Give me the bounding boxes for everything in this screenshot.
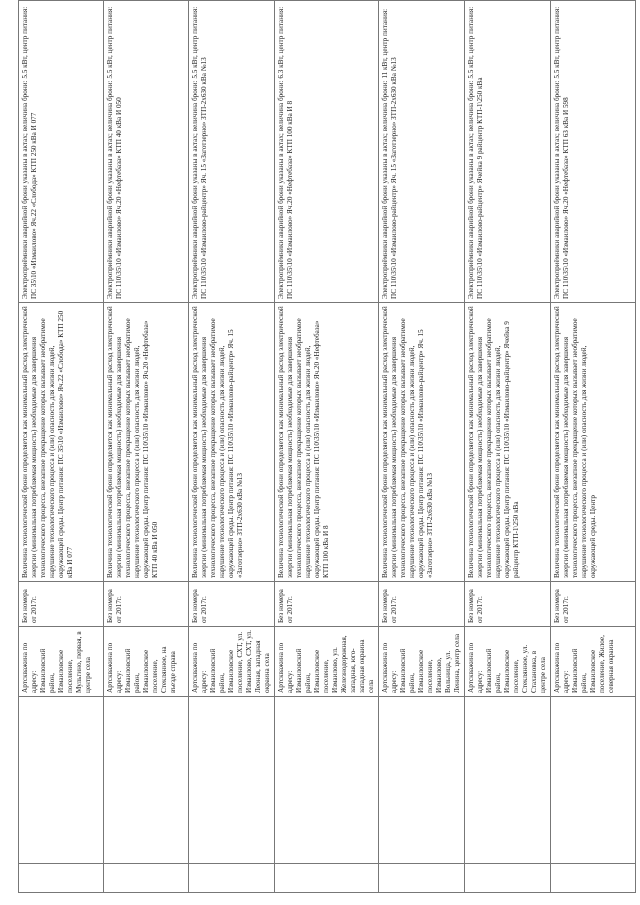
index-cell bbox=[465, 864, 551, 893]
table-row bbox=[189, 1, 275, 893]
index-cell bbox=[551, 864, 636, 893]
details-cell: Электроприёмники аварийной брони указаны в актах; величина брони: 5.5 кВт, центр питания: ПС 110\35\10 «Измаилово-райцентр» Ячейка 9 райцентр КТП-1\250 кВа bbox=[465, 1, 551, 303]
details-cell: Электроприёмники аварийной брони указаны в актах; величина брони: 5.5 кВт, центр питания: ПС 110\35\10 «Измаилово» Яч.20 «Нефтебаза» КТП 63 кВа И 598 bbox=[551, 1, 636, 303]
table-row bbox=[465, 1, 551, 893]
number-cell: Без номера от 2017г. bbox=[275, 582, 379, 627]
reason-cell: Величина технологической брони определяется как минимальный расход электрической энергии (минимальная потребляемая мощность) необходимые для завершения технологического процесса, внезапное прекращение которых вызывает необратимое нарушение технологического процесса и (или) опасность для жизни людей, окружающей среды. Центр питания: ПС 35\10 «Измаилово» Яч.22 «Слобода» КТП 250 кВа И 077 bbox=[19, 303, 104, 582]
number-cell: Без номера от 2017г. bbox=[104, 582, 189, 627]
location-cell: Артскважина по адресу: Измаиловский район, Измаиловское поселение, Мульгино, первая, в центре села bbox=[19, 627, 104, 697]
index-cell bbox=[19, 864, 104, 893]
table-row bbox=[19, 1, 104, 893]
blank-cell bbox=[104, 697, 189, 864]
number-cell: Без номера от 2017г. bbox=[551, 582, 636, 627]
location-cell: Артскважина по адресу: Измаиловский район, Измаиловское поселение, Жилое, северная окраина bbox=[551, 627, 636, 697]
blank-cell bbox=[465, 697, 551, 864]
reservation-table bbox=[18, 0, 636, 893]
table-row bbox=[275, 1, 379, 893]
number-cell: Без номера от 2017г. bbox=[379, 582, 465, 627]
location-cell: Артскважина по адресу: Измаиловский район, Измаиловское поселение, СХТ, ул. Измаилово, СХТ, ул. Леоная, западная окраина села bbox=[189, 627, 275, 697]
location-cell: Артскважина по адресу: Измаиловский район, Измаиловское поселение, Измаилово, ул. Железнодорожная, западная, юго-западная окраина села bbox=[275, 627, 379, 697]
blank-cell bbox=[551, 697, 636, 864]
blank-cell bbox=[189, 697, 275, 864]
details-cell: Электроприёмники аварийной брони указаны в актах; величина брони: 6.3 кВт, центр питания: ПС 110\35\10 «Измаилово» Яч.20 «Нефтебаза» КТП 100 кВа И 8 bbox=[275, 1, 379, 303]
reason-cell: Величина технологической брони определяется как минимальный расход электрической энергии (минимальная потребляемая мощность) необходимые для завершения технологического процесса, внезапное прекращение которых вызывает необратимое нарушение технологического процесса и (или) опасность для жизни людей, окружающей среды. Центр bbox=[551, 303, 636, 582]
details-cell: Электроприёмники аварийной брони указаны в актах; величина брони: 5.5 кВт, центр питания: ПС 35\10 «Измаилово» Яч.22 «Слобода» КТП 250 кВа И 077 bbox=[19, 1, 104, 303]
index-cell bbox=[275, 864, 379, 893]
index-cell bbox=[104, 864, 189, 893]
location-cell: Артскважина по адресу: Измаиловский район, Измаиловское поселение, Стеклянное, ул. Стахановка, в центре села bbox=[465, 627, 551, 697]
reason-cell: Величина технологической брони определяется как минимальный расход электрической энергии (минимальная потребляемая мощность) необходимые для завершения технологического процесса, внезапное прекращение которых вызывает необратимое нарушение технологического процесса и (или) опасность для жизни людей, окружающей среды. Центр питания: ПС 110\35\10 «Измаилово-райцентр» Яч. 15 «Заготзерно» ЗТП-2х630 кВа №13 bbox=[379, 303, 465, 582]
details-cell: Электроприёмники аварийной брони указаны в актах; величина брони: 5.5 кВт, центр питания: ПС 110\35\10 «Измаилово-райцентр» Яч. 15 «Заготзерно» ЗТП-2х630 кВа №13 bbox=[189, 1, 275, 303]
location-cell: Артскважина по адресу: Измаиловский район, Измаиловское поселение, Измаилово, Вольница, ул. Ленина, центр села bbox=[379, 627, 465, 697]
reason-cell: Величина технологической брони определяется как минимальный расход электрической энергии (минимальная потребляемая мощность) необходимые для завершения технологического процесса, внезапное прекращение которых вызывает необратимое нарушение технологического процесса и (или) опасность для жизни людей, окружающей среды. Центр питания: ПС 110\35\10 «Измаилово-райцентр» Ячейка 9 райцентр КТП-1\250 кВа bbox=[465, 303, 551, 582]
table-row bbox=[104, 1, 189, 893]
details-cell: Электроприёмники аварийной брони указаны в актах; величина брони: 5.5 кВт, центр питания: ПС 110\35\10 «Измаилово» Яч.20 «Нефтебаза» КТП 40 кВа И 050 bbox=[104, 1, 189, 303]
blank-cell bbox=[379, 697, 465, 864]
details-cell: Электроприёмники аварийной брони указаны в актах; величина брони: 11 кВт, центр питания: ПС 110\35\10 «Измаилово-райцентр» Яч. 15 «Заготзерно» ЗТП-2х630 кВа №13 bbox=[379, 1, 465, 303]
number-cell: Без номера от 2017г. bbox=[189, 582, 275, 627]
index-cell bbox=[189, 864, 275, 893]
table-row bbox=[551, 1, 636, 893]
blank-cell bbox=[275, 697, 379, 864]
reason-cell: Величина технологической брони определяется как минимальный расход электрической энергии (минимальная потребляемая мощность) необходимые для завершения технологического процесса, внезапное прекращение которых вызывает необратимое нарушение технологического процесса и (или) опасность для жизни людей, окружающей среды. Центр питания: ПС 110\35\10 «Измаилово» Яч.20 «Нефтебаза» КТП 40 кВа И 050 bbox=[104, 303, 189, 582]
reason-cell: Величина технологической брони определяется как минимальный расход электрической энергии (минимальная потребляемая мощность) необходимые для завершения технологического процесса, внезапное прекращение которых вызывает необратимое нарушение технологического процесса и (или) опасность для жизни людей, окружающей среды. Центр питания: ПС 110\35\10 «Измаилово-райцентр» Яч. 15 «Заготзерно» ЗТП-2х630 кВа №13 bbox=[189, 303, 275, 582]
index-cell bbox=[379, 864, 465, 893]
blank-cell bbox=[19, 697, 104, 864]
location-cell: Артскважина по адресу: Измаиловский район, Измаиловское поселение, Стеклянное, на въезде справа bbox=[104, 627, 189, 697]
reason-cell: Величина технологической брони определяется как минимальный расход электрической энергии (минимальная потребляемая мощность) необходимые для завершения технологического процесса, внезапное прекращение которых вызывает необратимое нарушение технологического процесса и (или) опасность для жизни людей, окружающей среды. Центр питания: ПС 110\35\10 «Измаилово» Яч.20 «Нефтебаза» КТП 100 кВа И 8 bbox=[275, 303, 379, 582]
table-row bbox=[379, 1, 465, 893]
number-cell: Без номера от 2017г. bbox=[465, 582, 551, 627]
number-cell: Без номера от 2017г. bbox=[19, 582, 104, 627]
